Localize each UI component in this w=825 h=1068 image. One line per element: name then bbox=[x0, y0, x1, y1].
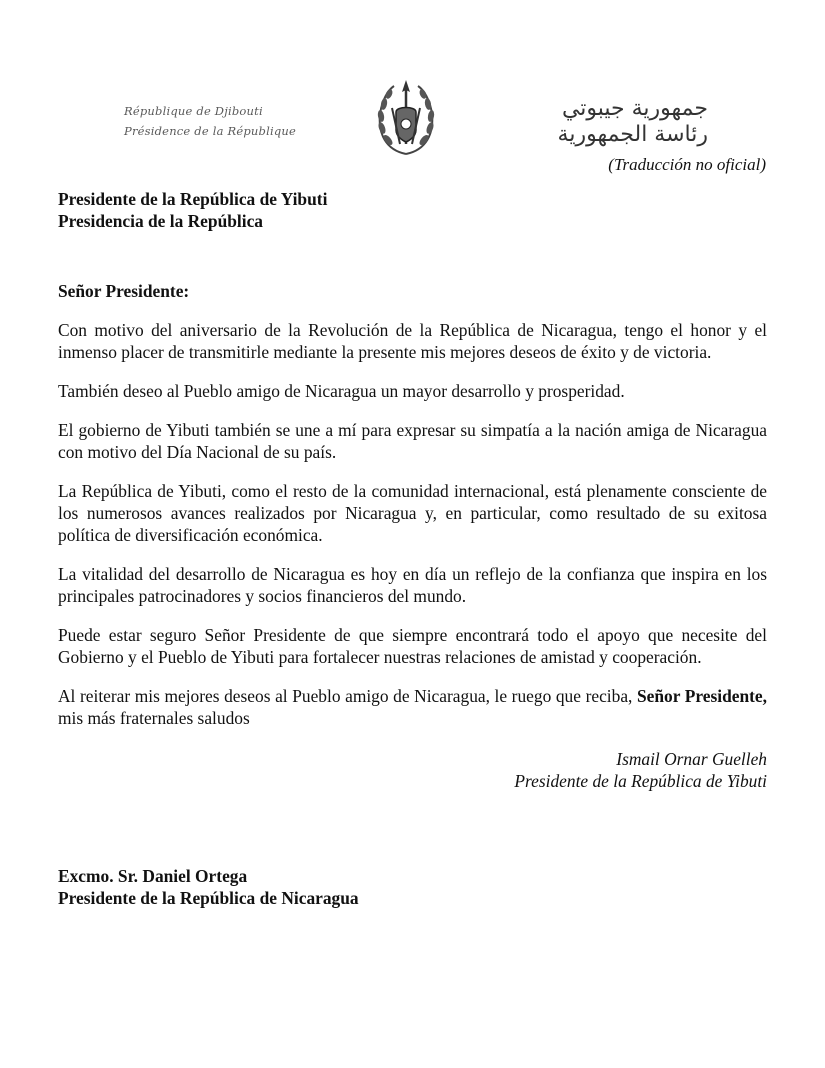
letterhead-arabic bbox=[518, 96, 708, 156]
closing-text-bold: Señor Presidente, bbox=[636, 686, 768, 706]
closing-text-before: Al reiterar mis mejores deseos al Pueblo amigo de Nicaragua, le ruego que reciba, bbox=[58, 686, 637, 706]
paragraph-3: El gobierno de Yibuti también se une a mí para expresar su simpatía a la nación amiga de Nicaragua con motivo del Día Nacional de su país. bbox=[58, 420, 767, 462]
signature-title: Presidente de la República de Yibuti bbox=[514, 771, 767, 791]
letterhead-arabic-line2: رئاسة الجمهورية bbox=[557, 122, 708, 147]
recipient-name: Excmo. Sr. Daniel Ortega bbox=[58, 866, 248, 886]
signature-name: Ismail Ornar Guelleh bbox=[616, 749, 767, 769]
paragraph-1: Con motivo del aniversario de la Revolución de la República de Nicaragua, tengo el honor y el inmenso placer de transmitirle mediante la presente mis mejores deseos de éxito y de victoria. bbox=[58, 320, 767, 362]
salutation: Señor Presidente: bbox=[58, 281, 190, 301]
djibouti-coat-of-arms-emblem bbox=[374, 78, 438, 158]
recipient-title: Presidente de la República de Nicaragua bbox=[58, 888, 359, 908]
sender-title: Presidente de la República de Yibuti bbox=[58, 189, 328, 209]
letter-body bbox=[58, 188, 767, 909]
paragraph-4: La República de Yibuti, como el resto de la comunidad internacional, está plenamente consciente de los numerosos avances realizados por Nicaragua y, en particular, como resultado de su exitosa política de diversificación económica. bbox=[58, 481, 767, 545]
letterhead-french-line2: Présidence de la République bbox=[124, 124, 297, 138]
letterhead-french bbox=[124, 101, 296, 141]
letterhead-french-line1: République de Djibouti bbox=[124, 104, 263, 118]
closing-text-after: mis más fraternales saludos bbox=[58, 708, 250, 728]
paragraph-5: La vitalidad del desarrollo de Nicaragua es hoy en día un reflejo de la confianza que inspira en los principales patrocinadores y socios financieros del mundo. bbox=[58, 564, 767, 606]
closing-paragraph bbox=[58, 685, 767, 729]
recipient-block bbox=[58, 865, 767, 909]
translation-note: (Traducción no oficial) bbox=[608, 155, 766, 174]
paragraph-6: Puede estar seguro Señor Presidente de que siempre encontrará todo el apoyo que necesite del Gobierno y el Pueblo de Yibuti para fortalecer nuestras relaciones de amistad y cooperación. bbox=[58, 625, 767, 667]
paragraph-2: También deseo al Pueblo amigo de Nicaragua un mayor desarrollo y prosperidad. bbox=[58, 381, 625, 401]
letterhead bbox=[0, 0, 825, 180]
sender-office: Presidencia de la República bbox=[58, 211, 263, 231]
signature-block bbox=[58, 748, 767, 792]
letterhead-arabic-line1: جمهورية جيبوتي bbox=[561, 96, 708, 121]
